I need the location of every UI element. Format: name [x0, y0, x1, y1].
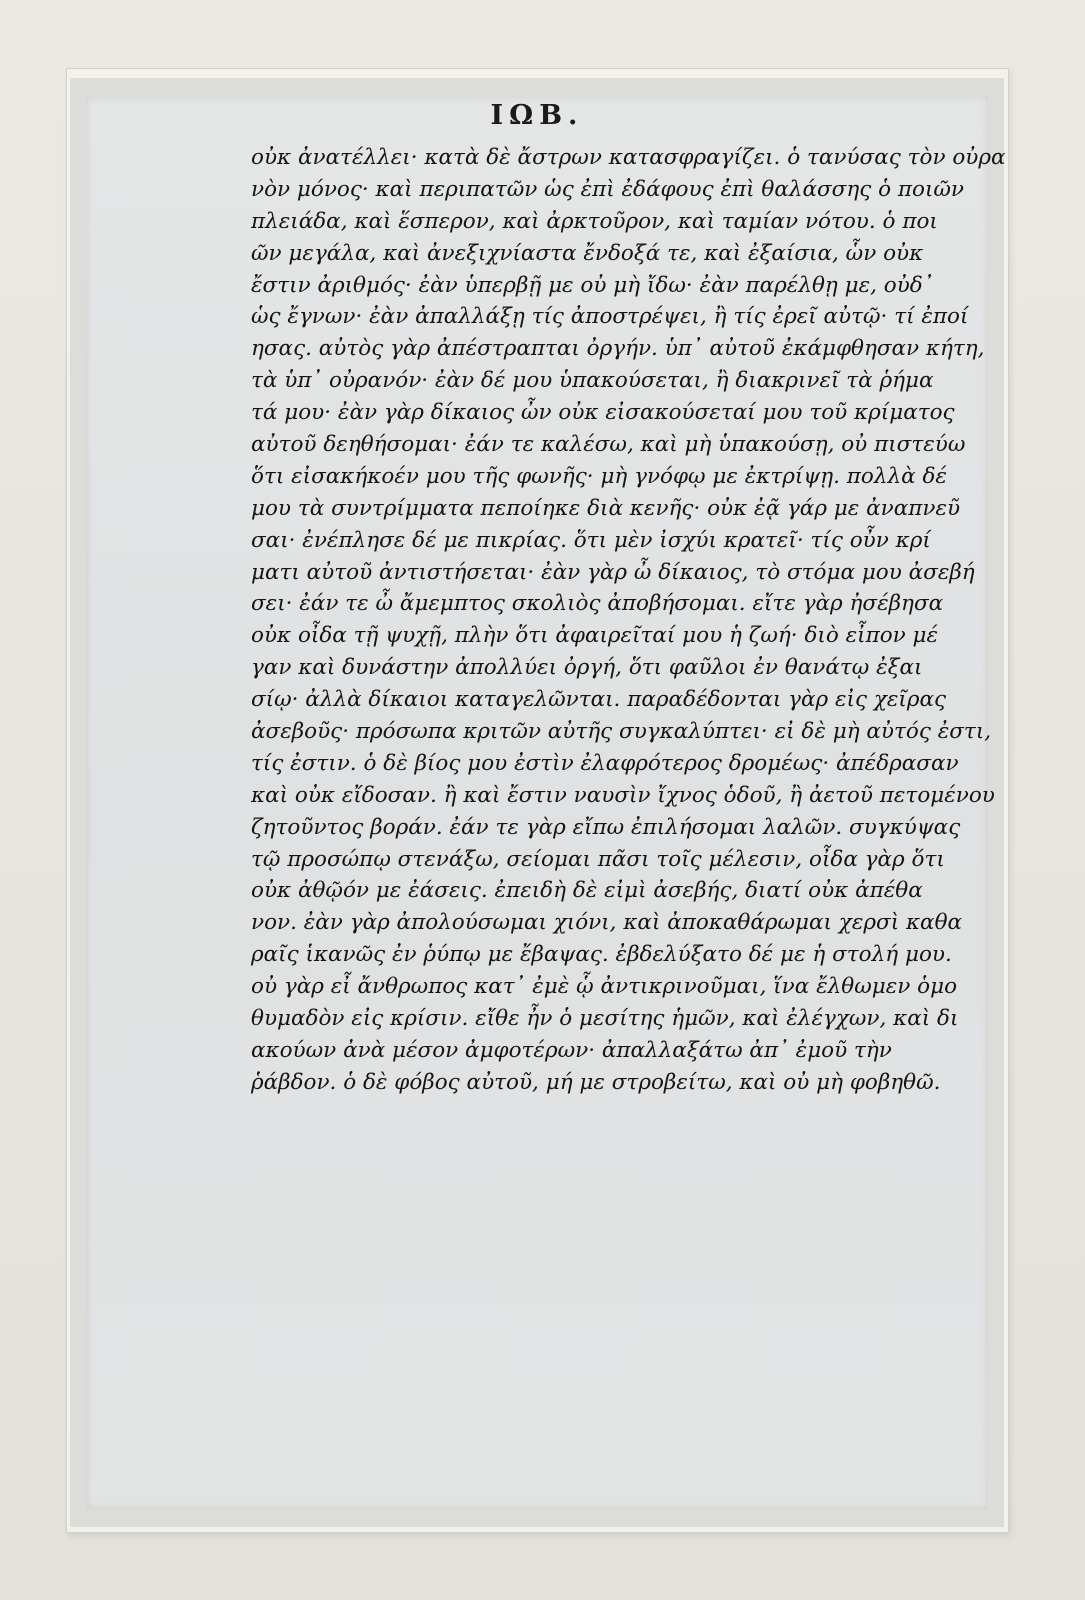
text-line: οὐκ ἀνατέλλει· κατὰ δὲ ἄστρων κατασφραγίζει. ὁ τανύσας τὸν οὐρα [251, 145, 1006, 170]
text-line: οὐκ ἀθῷόν με ἐάσεις. ἐπειδὴ δὲ εἰμὶ ἀσεβής, διατί οὐκ ἀπέθα [251, 878, 923, 904]
text-line: σει· ἐάν τε ὦ ἄμεμπτος σκολιὸς ἀποβήσομαι. εἴτε γὰρ ἠσέβησα [251, 591, 944, 617]
text-line: ματι αὐτοῦ ἀντιστήσεται· ἐὰν γὰρ ὦ δίκαιος, τὸ στόμα μου ἀσεβή [251, 559, 975, 585]
text-line: ζητοῦντος βοράν. ἐάν τε γὰρ εἴπω ἐπιλήσομαι λαλῶν. συγκύψας [251, 814, 961, 840]
text-line: ῶν μεγάλα, καὶ ἀνεξιχνίαστα ἔνδοξά τε, καὶ ἐξαίσια, ὧν οὐκ [251, 240, 924, 266]
text-line: πλειάδα, καὶ ἕσπερον, καὶ ἀρκτοῦρον, καὶ ταμίαν νότου. ὁ ποι [251, 208, 938, 234]
text-line: τῷ προσώπῳ στενάξω, σείομαι πᾶσι τοῖς μέλεσιν, οἶδα γὰρ ὅτι [251, 846, 945, 872]
text-line: οὐκ οἶδα τῇ ψυχῇ, πλὴν ὅτι ἀφαιρεῖταί μου ἡ ζωή· διὸ εἶπον μέ [251, 623, 939, 649]
text-line: τά μου· ἐὰν γὰρ δίκαιος ὦν οὐκ εἰσακούσεταί μου τοῦ κρίματος [251, 400, 955, 426]
text-line: ῥάβδον. ὁ δὲ φόβος αὐτοῦ, μή με στροβείτω, καὶ οὐ μὴ φοβηθῶ. [251, 1069, 941, 1095]
text-line: τίς ἐστιν. ὁ δὲ βίος μου ἐστὶν ἐλαφρότερος δρομέως· ἀπέδρασαν [251, 750, 959, 776]
text-line: μου τὰ συντρίμματα πεποίηκε διὰ κενῆς· οὐκ ἐᾷ γάρ με ἀναπνεῦ [251, 495, 961, 521]
text-line: γαν καὶ δυνάστην ἀπολλύει ὀργή, ὅτι φαῦλοι ἐν θανάτῳ ἐξαι [251, 655, 923, 681]
text-line: σίῳ· ἀλλὰ δίκαιοι καταγελῶνται. παραδέδονται γὰρ εἰς χεῖρας [251, 687, 947, 713]
text-line: καὶ οὐκ εἴδοσαν. ἢ καὶ ἔστιν ναυσὶν ἴχνος ὁδοῦ, ἢ ἀετοῦ πετομένου [251, 782, 995, 808]
text-line: ἔστιν ἀριθμός· ἐὰν ὑπερβῇ με οὐ μὴ ἴδω· ἐὰν παρέλθῃ με, οὐδ᾽ [251, 272, 934, 298]
text-line: τὰ ὑπ᾽ οὐρανόν· ἐὰν δέ μου ὑπακούσεται, ἢ διακρινεῖ τὰ ῥήμα [251, 368, 934, 394]
text-line: ὡς ἔγνων· ἐὰν ἀπαλλάξῃ τίς ἀποστρέψει, ἢ τίς ἐρεῖ αὐτῷ· τί ἐποί [251, 304, 969, 330]
printed-page [86, 96, 1006, 1509]
text-line: θυμαδὸν εἰς κρίσιν. εἴθε ἦν ὁ μεσίτης ἡμῶν, καὶ ἐλέγχων, καὶ δι [251, 1006, 959, 1032]
text-line: ησας. αὐτὸς γὰρ ἀπέστραπται ὀργήν. ὑπ᾽ αὐτοῦ ἐκάμφθησαν κήτη, [251, 336, 985, 362]
text-line: σαι· ἐνέπλησε δέ με πικρίας. ὅτι μὲν ἰσχύι κρατεῖ· τίς οὖν κρί [251, 527, 931, 553]
running-head: ΙΩΒ. [490, 100, 584, 131]
text-line: ακούων ἀνὰ μέσον ἀμφοτέρων· ἀπαλλαξάτω ἀπ᾽ ἐμοῦ τὴν [251, 1037, 892, 1063]
text-line: ραῖς ἱκανῶς ἐν ῥύπῳ με ἔβαψας. ἐβδελύξατο δέ με ἡ στολή μου. [251, 942, 952, 968]
text-line: αὐτοῦ δεηθήσομαι· ἐάν τε καλέσω, καὶ μὴ ὑπακούσῃ, οὐ πιστεύω [251, 432, 966, 458]
text-line: νον. ἐὰν γὰρ ἀπολούσωμαι χιόνι, καὶ ἀποκαθάρωμαι χερσὶ καθα [251, 910, 963, 936]
greek-text-block [251, 142, 1026, 1099]
text-line: ἀσεβοῦς· πρόσωπα κριτῶν αὐτῆς συγκαλύπτει· εἰ δὲ μὴ αὐτός ἐστι, [251, 719, 992, 745]
text-line: ὅτι εἰσακήκοέν μου τῆς φωνῆς· μὴ γνόφῳ με ἐκτρίψῃ. πολλὰ δέ [251, 463, 947, 489]
text-line: νὸν μόνος· καὶ περιπατῶν ὡς ἐπὶ ἐδάφους ἐπὶ θαλάσσης ὁ ποιῶν [251, 176, 964, 202]
text-line: οὐ γὰρ εἶ ἄνθρωπος κατ᾽ ἐμὲ ᾧ ἀντικρινοῦμαι, ἵνα ἔλθωμεν ὁμο [251, 974, 958, 1000]
